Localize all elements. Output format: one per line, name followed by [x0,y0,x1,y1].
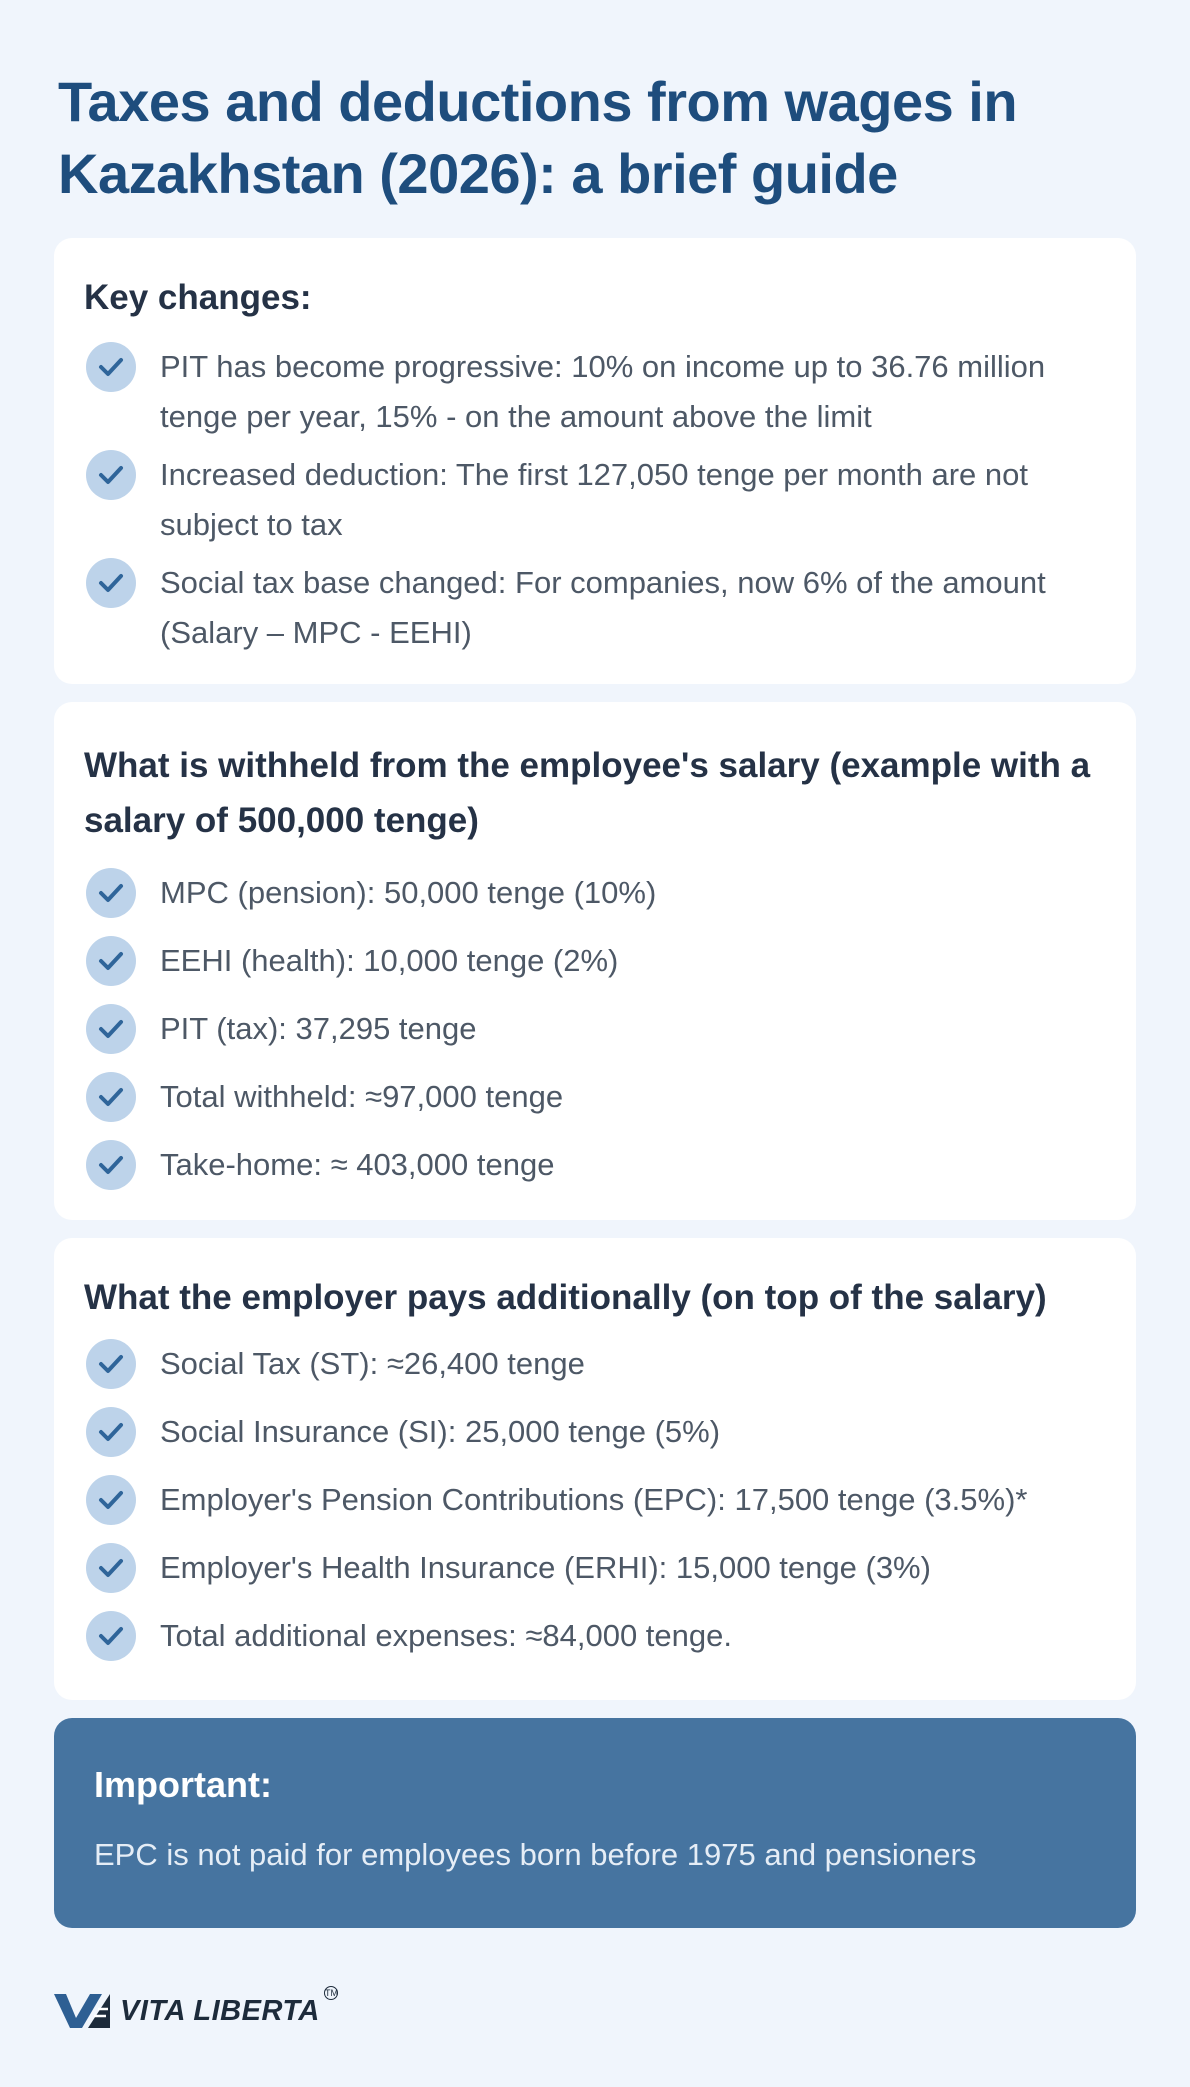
list-item [84,1339,1108,1389]
list-item-text: Employer's Pension Contributions (EPC): 17,500 tenge (3.5%)* [160,1482,1028,1517]
list-item-text: Employer's Health Insurance (ERHI): 15,000 tenge (3%) [160,1550,931,1585]
important-callout [54,1718,1136,1928]
check-icon [86,558,136,608]
check-icon [86,1004,136,1054]
list-item [84,1407,1108,1457]
withheld-card [54,702,1136,1220]
key-changes-card [54,238,1136,684]
check-icon [86,1072,136,1122]
list-item-text: PIT (tax): 37,295 tenge [160,1011,477,1046]
list-item-text: MPC (pension): 50,000 tenge (10%) [160,875,657,910]
check-icon [86,342,136,392]
check-icon [86,868,136,918]
key-changes-list [84,342,1108,658]
employer-list [84,1339,1108,1661]
check-icon [86,1407,136,1457]
logo-text: VITA LIBERTA [120,1995,320,2027]
key-changes-heading: Key changes: [84,278,312,317]
list-item-text: EEHI (health): 10,000 tenge (2%) [160,943,619,978]
list-item [84,1004,1108,1054]
list-item [84,450,1108,550]
logo-mark-icon [54,1990,112,2032]
list-item-text: Increased deduction: The first 127,050 tenge per month are not subject to tax [160,457,1028,542]
withheld-list [84,868,1108,1190]
page-title: Taxes and deductions from wages in Kazakhstan (2026): a brief guide [58,70,1018,205]
list-item-text: Total withheld: ≈97,000 tenge [160,1079,564,1114]
check-icon [86,936,136,986]
list-item [84,342,1108,442]
important-heading: Important: [94,1764,272,1805]
employer-heading: What the employer pays additionally (on top of the salary) [84,1278,1047,1317]
list-item [84,1611,1108,1661]
check-icon [86,1611,136,1661]
list-item-text: PIT has become progressive: 10% on income up to 36.76 million tenge per year, 15% - on the amount above the limit [160,349,1046,434]
check-icon [86,1140,136,1190]
list-item-text: Social tax base changed: For companies, now 6% of the amount (Salary – MPC - EEHI) [160,565,1046,650]
important-text: EPC is not paid for employees born before 1975 and pensioners [94,1837,977,1872]
check-icon [86,1543,136,1593]
check-icon [86,450,136,500]
check-icon [86,1475,136,1525]
list-item [84,1543,1108,1593]
check-icon [86,1339,136,1389]
list-item [84,936,1108,986]
list-item-text: Take-home: ≈ 403,000 tenge [160,1147,555,1182]
list-item [84,1140,1108,1190]
vita-liberta-logo [54,1990,414,2032]
trademark-mark: TM [325,1988,338,1998]
list-item [84,1475,1108,1525]
list-item-text: Social Tax (ST): ≈26,400 tenge [160,1346,585,1381]
list-item [84,868,1108,918]
list-item [84,1072,1108,1122]
list-item-text: Total additional expenses: ≈84,000 tenge. [160,1618,732,1653]
withheld-heading: What is withheld from the employee's salary (example with a salary of 500,000 tenge) [84,746,1091,840]
list-item-text: Social Insurance (SI): 25,000 tenge (5%) [160,1414,721,1449]
employer-card [54,1238,1136,1700]
list-item [84,558,1108,658]
